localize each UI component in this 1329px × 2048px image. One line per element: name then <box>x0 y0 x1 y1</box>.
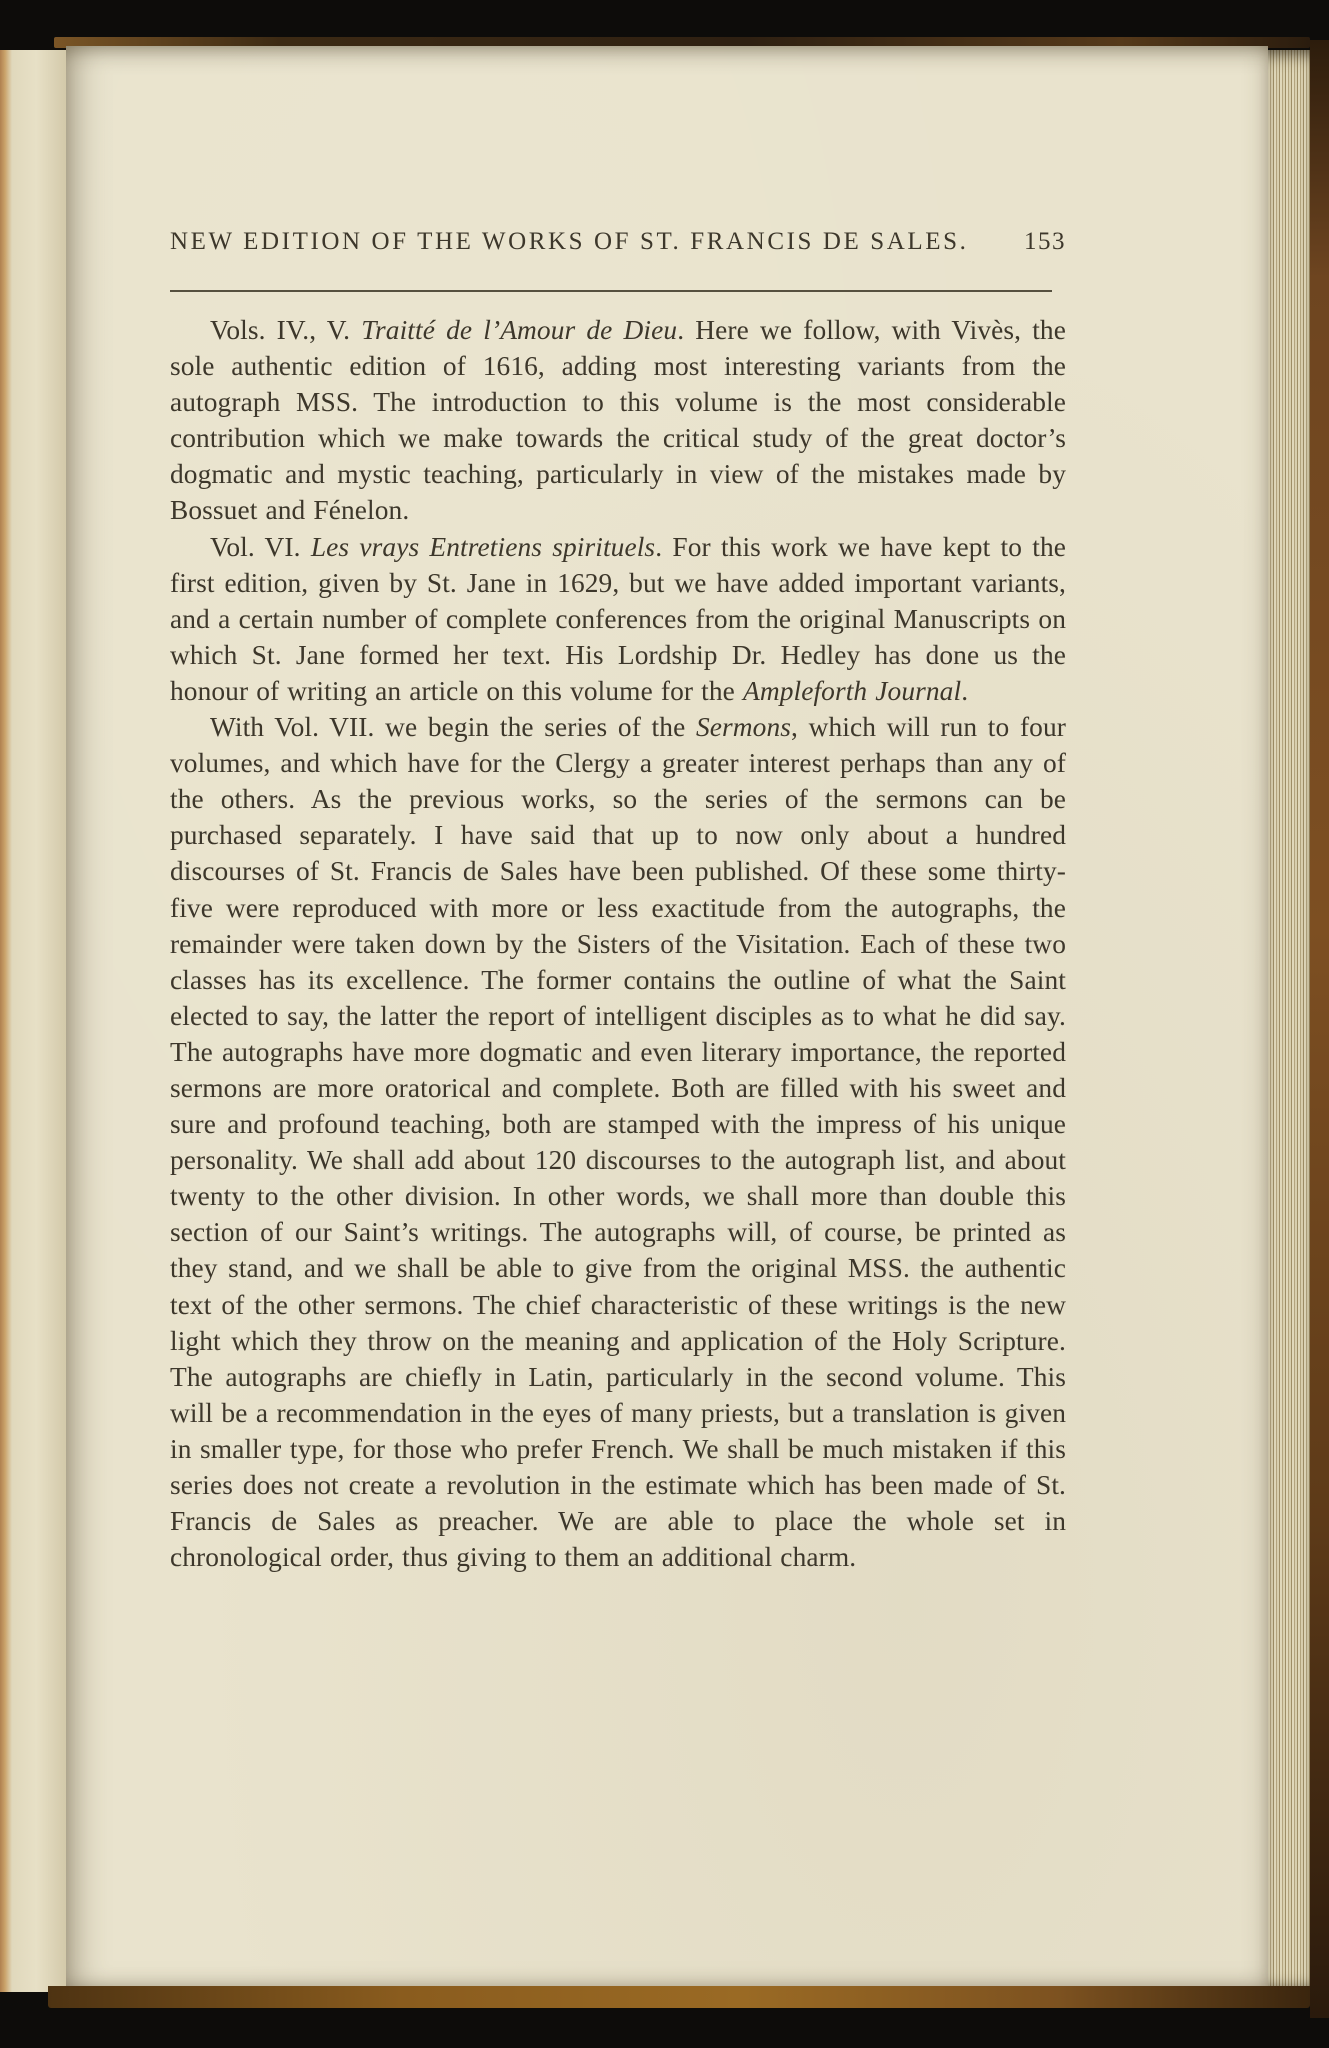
running-header <box>170 228 1066 256</box>
page-fore-edge <box>1268 50 1310 1990</box>
body-text-segment: , which will run to four volumes, and which have for the Clergy a greater interest perhaps than any of the others. As the previous works, so the series of the sermons can be purchased separately. I have said that up to now only about a hundred discourses of St. Francis de Sales have been published. Of these some thirty-five were reproduced with more or less exactitude from the autographs, the remainder were taken down by the Sisters of the Visitation. Each of these two classes has its excellence. The former contains the outline of what the Saint elected to say, the latter the report of intelligent disciples as to what he did say. The autographs have more dogmatic and even literary importance, the reported sermons are more oratorical and complete. Both are filled with his sweet and sure and profound teaching, both are stamped with the impress of his unique personality. We shall add about 120 discourses to the autograph list, and about twenty to the other division. In other words, we shall more than double this section of our Saint’s writings. The autographs will, of course, be printed as they stand, and we shall be able to give from the original MSS. the authentic text of the other sermons. The chief characteristic of these writings is the new light which they throw on the meaning and application of the Holy Scripture. The autographs are chiefly in Latin, particularly in the second volume. This will be a recommendation in the eyes of many priests, but a translation is given in smaller type, for those who prefer French. We shall be much mistaken if this series does not create a revolution in the estimate which has been made of St. Francis de Sales as preacher. We are able to place the whole set in chronological order, thus giving to them an additional charm. <box>170 712 1066 1573</box>
italic-work-title: Sermons <box>695 712 792 743</box>
italic-work-title: Les vrays Entretiens spirituels <box>310 531 656 562</box>
body-text-segment: Vol. VI. <box>210 531 311 562</box>
body-text-segment: . <box>961 675 969 706</box>
body-text-segment: With Vol. VII. we begin the series of the <box>210 712 696 743</box>
header-rule <box>170 290 1052 292</box>
book-page <box>66 46 1268 1988</box>
body-paragraphs <box>170 312 1066 1575</box>
italic-work-title: Ampleforth Journal <box>742 675 962 706</box>
body-text-segment: . For this work we have kept to the first edition, given by St. Jane in 1629, but we have added important variants, and a certain number of complete conferences from the original Manuscripts on which St. Jane formed her text. His Lordship Dr. Hedley has done us the honour of writing an article on this volume for the <box>170 531 1067 706</box>
paragraph <box>170 529 1066 709</box>
book-bottom-edge <box>48 1986 1310 2008</box>
page-number: 153 <box>1024 228 1066 255</box>
left-page-edge <box>0 50 66 1992</box>
running-title: NEW EDITION OF THE WORKS OF ST. FRANCIS DE SALES. <box>170 228 969 255</box>
paragraph <box>170 312 1066 529</box>
body-text-segment: . Here we follow, with Vivès, the sole authentic edition of 1616, adding most interesting variants from the autograph MSS. The introduction to this volume is the most considerable contribution which we make towards the critical study of the great doctor’s dogmatic and mystic teaching, particularly in view of the mistakes made by Bossuet and Fénelon. <box>170 315 1066 526</box>
book-cover-right <box>1310 40 1329 2018</box>
italic-work-title: Traitté de l’Amour de Dieu <box>361 315 678 345</box>
body-text-segment: Vols. IV., V. <box>210 315 362 345</box>
paragraph <box>170 709 1066 1575</box>
